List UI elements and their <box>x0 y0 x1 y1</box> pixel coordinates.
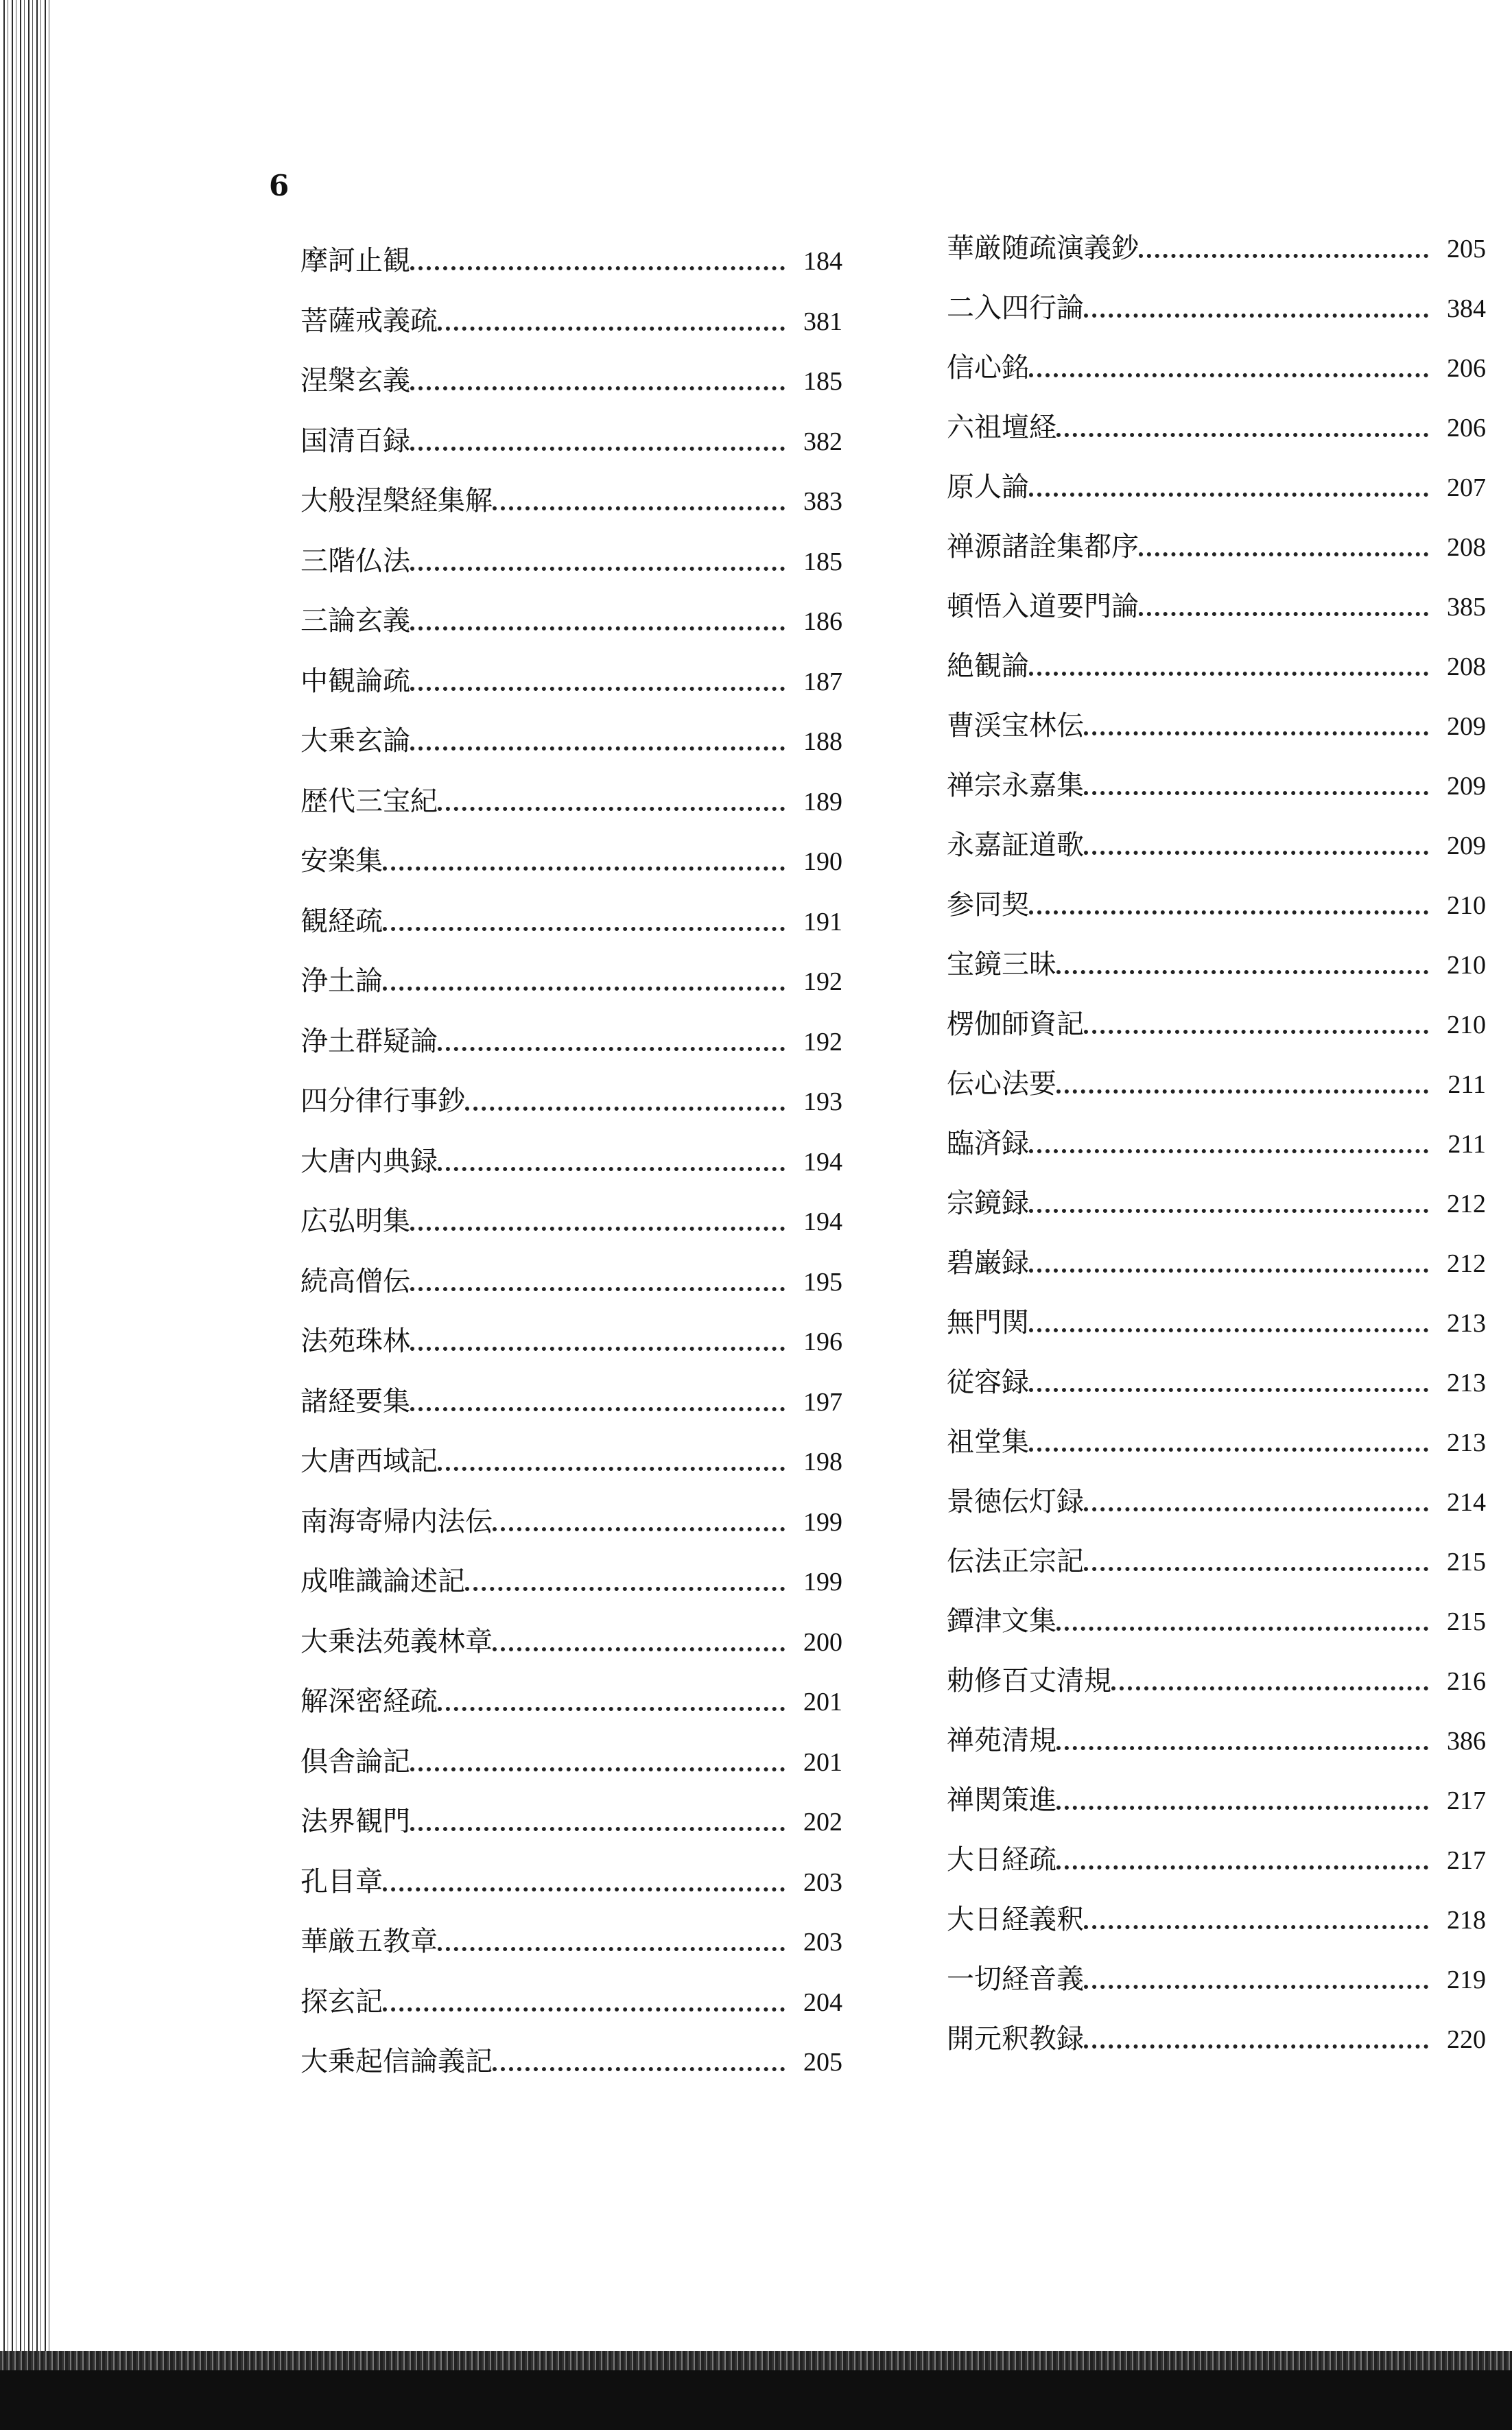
dot-leader <box>438 807 785 811</box>
entry-page-number: 217 <box>1447 1846 1486 1875</box>
entry-title: 大唐内典録 <box>300 1145 438 1177</box>
index-entry <box>300 1854 842 1896</box>
entry-page-number: 213 <box>1447 1369 1486 1397</box>
entry-page-number: 219 <box>1447 1966 1486 1994</box>
entry-title: 中観論疏 <box>300 665 410 697</box>
index-entry <box>947 1176 1486 1217</box>
dot-leader <box>410 1347 785 1351</box>
entry-page-number: 217 <box>1447 1786 1486 1815</box>
dot-leader <box>410 1407 785 1411</box>
entry-page-number: 205 <box>1447 235 1486 263</box>
entry-page-number: 384 <box>1447 294 1486 323</box>
entry-page-number: 208 <box>1447 652 1486 681</box>
dot-leader <box>410 746 785 751</box>
index-entry <box>947 1653 1486 1695</box>
dot-leader <box>410 386 785 390</box>
dot-leader <box>465 1587 785 1591</box>
index-entry <box>947 1713 1486 1754</box>
index-entry <box>300 1254 842 1295</box>
index-entry <box>300 1494 842 1535</box>
index-entry <box>300 473 842 515</box>
dot-leader <box>1029 1269 1428 1273</box>
dot-leader <box>383 987 785 991</box>
dot-leader <box>465 1107 785 1111</box>
entry-title: 碧巌録 <box>947 1247 1029 1279</box>
entry-title: 禅苑清規 <box>947 1725 1056 1756</box>
index-entry <box>947 1474 1486 1518</box>
entry-page-number: 198 <box>803 1448 842 1476</box>
index-entry <box>300 1674 842 1715</box>
entry-title: 探玄記 <box>300 1985 383 2018</box>
index-entry <box>300 1074 842 1115</box>
entry-page-number: 197 <box>803 1387 842 1417</box>
dot-leader <box>1029 493 1428 497</box>
entry-page-number: 211 <box>1448 1070 1486 1099</box>
index-entry <box>300 2034 842 2075</box>
entry-page-number: 189 <box>803 787 842 816</box>
entry-title: 四分律行事鈔 <box>300 1085 465 1117</box>
entry-title: 摩訶止観 <box>300 245 410 276</box>
index-entry <box>947 1355 1486 1396</box>
index-entry <box>300 834 842 875</box>
index-entry <box>947 818 1486 859</box>
dot-leader <box>1111 1686 1428 1690</box>
index-entry <box>947 400 1486 441</box>
index-entry <box>947 698 1486 740</box>
index-entry <box>300 353 842 397</box>
entry-page-number: 220 <box>1447 2025 1486 2054</box>
index-entry <box>300 1314 842 1355</box>
entry-page-number: 381 <box>803 307 842 336</box>
dot-leader <box>1056 970 1428 974</box>
entry-page-number: 188 <box>803 727 842 756</box>
entry-title: 浄土論 <box>300 965 383 997</box>
entry-page-number: 194 <box>803 1147 842 1177</box>
entry-title: 国清百録 <box>300 425 410 457</box>
entry-title: 解深密経疏 <box>300 1686 438 1717</box>
dot-leader <box>438 1467 785 1471</box>
entry-page-number: 194 <box>803 1207 842 1236</box>
dot-leader <box>410 266 785 270</box>
entry-page-number: 203 <box>803 1867 842 1897</box>
entry-page-number: 383 <box>803 487 842 516</box>
entry-page-number: 201 <box>803 1688 842 1717</box>
entry-page-number: 386 <box>1447 1727 1486 1756</box>
entry-page-number: 212 <box>1447 1249 1486 1278</box>
index-entry <box>300 1794 842 1835</box>
entry-title: 禅源諸詮集都序 <box>947 531 1139 563</box>
entry-title: 三階仏法 <box>300 545 410 577</box>
entry-title: 菩薩戒義疏 <box>300 305 438 337</box>
entry-page-number: 187 <box>803 667 842 696</box>
index-entry <box>947 1892 1486 1933</box>
entry-page-number: 196 <box>803 1328 842 1356</box>
index-entry <box>947 221 1486 262</box>
dot-leader <box>1029 910 1428 915</box>
index-entry <box>300 1434 842 1475</box>
index-entry <box>947 519 1486 561</box>
entry-title: 涅槃玄義 <box>300 365 410 397</box>
index-entry <box>947 340 1486 384</box>
dot-leader <box>1029 672 1428 676</box>
dot-leader <box>1029 1448 1428 1452</box>
entry-title: 伝法正宗記 <box>947 1546 1084 1577</box>
entry-page-number: 193 <box>803 1087 842 1116</box>
dot-leader <box>1139 552 1428 556</box>
entry-title: 禅関策進 <box>947 1784 1056 1816</box>
index-entry <box>947 1594 1486 1635</box>
entry-page-number: 204 <box>803 1987 842 2017</box>
entry-page-number: 208 <box>1447 533 1486 562</box>
entry-title: 楞伽師資記 <box>947 1008 1084 1040</box>
entry-page-number: 192 <box>803 1027 842 1057</box>
entry-title: 永嘉証道歌 <box>947 829 1084 861</box>
dot-leader <box>410 447 785 451</box>
dot-leader <box>1084 2044 1428 2049</box>
dot-leader <box>1084 851 1428 855</box>
entry-page-number: 218 <box>1447 1906 1486 1935</box>
entry-title: 観経疏 <box>300 905 383 937</box>
entry-title: 祖堂集 <box>947 1426 1029 1458</box>
index-entry <box>300 1974 842 2016</box>
index-entry <box>947 877 1486 919</box>
entry-page-number: 199 <box>803 1568 842 1596</box>
dot-leader <box>410 567 785 571</box>
entry-title: 頓悟入道要門論 <box>947 591 1139 622</box>
dot-leader <box>493 1647 785 1651</box>
entry-page-number: 211 <box>1448 1130 1486 1159</box>
entry-page-number: 190 <box>803 847 842 876</box>
entry-title: 絶観論 <box>947 650 1029 682</box>
dot-leader <box>1084 1507 1428 1511</box>
index-entry <box>300 713 842 755</box>
entry-title: 諸経要集 <box>300 1385 410 1417</box>
entry-page-number: 206 <box>1447 354 1486 383</box>
entry-page-number: 214 <box>1447 1488 1486 1517</box>
entry-title: 孔目章 <box>300 1865 383 1898</box>
entry-page-number: 385 <box>1447 593 1486 622</box>
index-entry <box>300 1374 842 1415</box>
entry-title: 続高僧伝 <box>300 1265 410 1297</box>
index-entry <box>300 294 842 335</box>
dot-leader <box>1029 1149 1428 1153</box>
entry-title: 一切経音義 <box>947 1963 1084 1995</box>
index-entry <box>947 997 1486 1038</box>
entry-title: 安楽集 <box>300 845 383 877</box>
index-entry <box>300 654 842 695</box>
index-entry <box>300 894 842 935</box>
dot-leader <box>410 626 785 630</box>
entry-title: 二入四行論 <box>947 292 1084 324</box>
entry-page-number: 215 <box>1447 1607 1486 1636</box>
entry-page-number: 215 <box>1447 1548 1486 1577</box>
index-entry <box>300 233 842 274</box>
entry-title: 大日経義釈 <box>947 1904 1084 1935</box>
index-entry <box>947 1832 1486 1874</box>
index-entry <box>947 2012 1486 2053</box>
entry-title: 開元釈教録 <box>947 2023 1084 2055</box>
entry-title: 大唐西域記 <box>300 1446 438 1477</box>
index-entry <box>947 758 1486 799</box>
index-entry <box>300 1734 842 1776</box>
entry-title: 成唯識論述記 <box>300 1566 465 1597</box>
index-entry <box>947 1415 1486 1456</box>
entry-page-number: 184 <box>803 247 842 276</box>
entry-title: 宗鏡録 <box>947 1188 1029 1219</box>
entry-page-number: 206 <box>1447 414 1486 443</box>
index-entry <box>947 639 1486 680</box>
index-entry <box>947 1295 1486 1336</box>
dot-leader <box>1056 1865 1428 1869</box>
dot-leader <box>1056 1806 1428 1810</box>
index-entry <box>300 1554 842 1595</box>
entry-title: 大乗玄論 <box>300 725 410 757</box>
entry-page-number: 209 <box>1447 772 1486 801</box>
entry-title: 大乗起信論義記 <box>300 2046 493 2077</box>
dot-leader <box>1084 1567 1428 1571</box>
entry-page-number: 185 <box>803 547 842 576</box>
entry-title: 従容録 <box>947 1367 1029 1398</box>
index-entry <box>947 281 1486 322</box>
dot-leader <box>383 2007 785 2012</box>
index-entry <box>947 1534 1486 1575</box>
entry-title: 大般涅槃経集解 <box>300 485 493 517</box>
entry-title: 伝心法要 <box>947 1068 1056 1100</box>
entry-page-number: 191 <box>803 907 842 936</box>
dot-leader <box>493 506 785 510</box>
entry-title: 禅宗永嘉集 <box>947 770 1084 801</box>
entry-title: 鐔津文集 <box>947 1605 1056 1637</box>
entry-page-number: 200 <box>803 1627 842 1657</box>
index-entry <box>300 774 842 815</box>
dot-leader <box>1029 1209 1428 1213</box>
dot-leader <box>493 2067 785 2071</box>
entry-title: 大乗法苑義林章 <box>300 1625 493 1658</box>
index-entry <box>300 1194 842 1235</box>
dot-leader <box>1084 314 1428 318</box>
entry-page-number: 192 <box>803 967 842 996</box>
dot-leader <box>438 1047 785 1051</box>
entry-page-number: 203 <box>803 1928 842 1957</box>
entry-title: 宝鏡三昧 <box>947 949 1056 980</box>
entry-title: 華厳五教章 <box>300 1926 438 1957</box>
index-entry <box>947 460 1486 501</box>
entry-page-number: 209 <box>1447 831 1486 860</box>
entry-page-number: 209 <box>1447 712 1486 741</box>
dot-leader <box>438 1707 785 1711</box>
entry-page-number: 202 <box>803 1808 842 1837</box>
index-entry <box>947 1773 1486 1814</box>
dot-leader <box>1084 1030 1428 1034</box>
entry-title: 勅修百丈清規 <box>947 1665 1111 1697</box>
entry-page-number: 201 <box>803 1747 842 1777</box>
dot-leader <box>410 687 785 691</box>
dot-leader <box>1084 1985 1428 1989</box>
index-entry <box>947 1116 1486 1157</box>
dot-leader <box>1084 731 1428 735</box>
dot-leader <box>1029 1328 1428 1332</box>
entry-page-number: 210 <box>1447 891 1486 920</box>
dot-leader <box>383 927 785 931</box>
index-entry <box>947 937 1486 978</box>
entry-title: 三論玄義 <box>300 605 410 637</box>
index-entry <box>300 414 842 455</box>
entry-page-number: 205 <box>803 2048 842 2077</box>
dot-leader <box>1084 791 1428 795</box>
dot-leader <box>1056 1746 1428 1750</box>
scan-bottom-edge <box>0 2351 1512 2430</box>
dot-leader <box>1029 373 1428 377</box>
index-entry <box>300 1614 842 1658</box>
entry-title: 曹渓宝林伝 <box>947 710 1084 742</box>
entry-title: 法苑珠林 <box>300 1325 410 1357</box>
index-entry <box>300 1134 842 1175</box>
dot-leader <box>438 1167 785 1171</box>
entry-page-number: 210 <box>1447 951 1486 980</box>
entry-title: 臨済録 <box>947 1128 1029 1159</box>
index-entry <box>300 1914 842 1955</box>
dot-leader <box>1056 1627 1428 1631</box>
dot-leader <box>410 1287 785 1291</box>
entry-title: 無門関 <box>947 1307 1029 1338</box>
dot-leader <box>1084 1925 1428 1929</box>
entry-title: 歴代三宝紀 <box>300 785 438 817</box>
entry-page-number: 382 <box>803 427 842 456</box>
index-entry <box>947 1236 1486 1277</box>
dot-leader <box>410 1767 785 1771</box>
index-entry <box>300 1014 842 1055</box>
dot-leader <box>438 1947 785 1951</box>
entry-title: 参同契 <box>947 889 1029 921</box>
binding-edge <box>0 0 62 2430</box>
entry-title: 華厳随疏演義鈔 <box>947 233 1139 264</box>
entry-title: 倶舎論記 <box>300 1745 410 1778</box>
entry-title: 大日経疏 <box>947 1844 1056 1876</box>
entry-page-number: 195 <box>803 1267 842 1297</box>
index-entry <box>300 593 842 635</box>
dot-leader <box>383 866 785 871</box>
entry-page-number: 212 <box>1447 1190 1486 1218</box>
entry-title: 南海寄帰内法伝 <box>300 1505 493 1537</box>
dot-leader <box>383 1887 785 1891</box>
entry-title: 六祖壇経 <box>947 412 1056 443</box>
index-entry <box>947 1057 1486 1098</box>
entry-title: 広弘明集 <box>300 1205 410 1237</box>
index-entry <box>947 579 1486 620</box>
dot-leader <box>493 1527 785 1531</box>
entry-page-number: 199 <box>803 1507 842 1537</box>
dot-leader <box>410 1827 785 1831</box>
entry-page-number: 186 <box>803 607 842 636</box>
dot-leader <box>1139 254 1428 258</box>
dot-leader <box>1056 433 1428 437</box>
entry-page-number: 210 <box>1447 1011 1486 1039</box>
entry-page-number: 207 <box>1447 473 1486 502</box>
dot-leader <box>1056 1089 1428 1094</box>
dot-leader <box>1139 612 1428 616</box>
dot-leader <box>410 1227 785 1231</box>
entry-title: 景徳伝灯録 <box>947 1486 1084 1518</box>
entry-title: 信心銘 <box>947 352 1029 384</box>
entry-page-number: 216 <box>1447 1667 1486 1696</box>
entry-page-number: 213 <box>1447 1309 1486 1338</box>
page-number: 6 <box>269 169 290 202</box>
index-entry <box>300 534 842 575</box>
entry-title: 法界観門 <box>300 1806 410 1837</box>
entry-page-number: 185 <box>803 367 842 396</box>
dot-leader <box>438 327 785 331</box>
dot-leader <box>1029 1388 1428 1392</box>
entry-title: 浄土群疑論 <box>300 1025 438 1057</box>
entry-title: 原人論 <box>947 471 1029 503</box>
entry-page-number: 213 <box>1447 1428 1486 1457</box>
index-entry <box>300 954 842 995</box>
index-entry <box>947 1952 1486 1993</box>
